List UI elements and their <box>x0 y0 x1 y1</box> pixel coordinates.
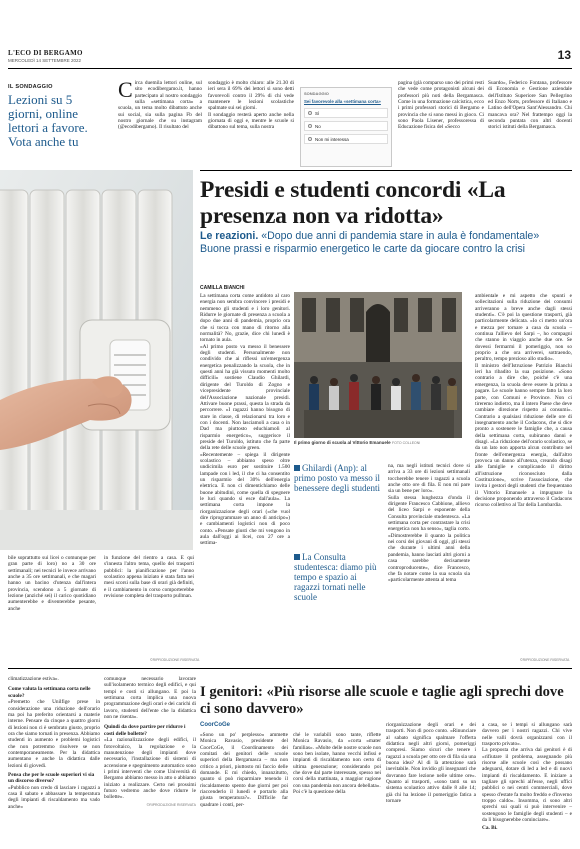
second-column-4 <box>482 722 572 831</box>
second-column-4-text: a casa, se i tempi si allungano sarà davvero per i nostri ragazzi. Chi vive nelle valli dovrà organizzarsi con il trasporto privato». La proposta che arriva dai genitori è di «rifiutare il problema, assegnando più risorse alle scuole così che possano adeguarsi, dotare di led a led e di nuovi impianti di riscaldamento. E iniziare a tagliare gli sprechi all'esse, negli uffici pubblici o nei centri commerciali, dove spesso d'estate fa molto freddo e d'inverno troppo caldo». Insomma, ci sono altri sprechi sui quali si può intervenire – sostengono le famiglie degli studenti – e da lì bisognerebbe cominciare». <box>482 722 572 824</box>
photo-caption <box>294 440 464 445</box>
pull-quote-1-text: Ghilardi (Anp): al primo posto va messo il benessere degli studenti <box>294 463 380 493</box>
square-bullet-icon <box>294 554 300 560</box>
sondaggio-text-3: pagina (già comparso uno dei primi resti che vede come protagonisti alcuni dei professori più noti della Bergamasca. Come in una formazione calcistica, ecco i primi professori storici di Bergamo e provincia che si sono messi in gioco. Ci sono Paola Lisener, professoressa di Educazione fisica del «Secco <box>398 80 484 131</box>
poll-widget <box>300 87 392 167</box>
section-divider <box>8 668 572 669</box>
radio-icon <box>308 137 312 141</box>
qa-answer-2: «Pubblico non credo di lasciare i ragazzi a casa il sabato e abbassare la temperatura degli impianti di riscaldamento ma vado anche» <box>8 784 100 810</box>
qa-column-1 <box>8 676 100 810</box>
masthead-rule <box>8 68 572 69</box>
poll-option-no[interactable] <box>304 121 388 131</box>
qa-answer-1: «Premetto che Unilfige prese in considerazione una riduzione dell'orario ma poi ha preferito orientarsi a materie interne. Pensare da cinque a quattro giorni di lezioni non ci è sembrato giusto, proprio ora che siamo tornati in presenza. Abbiamo studenti in aumento e problemi logistici che non potremmo risolvere se non contemporaneamente. Per la didattica aumentano e anche la didattica dalle lezioni di giovedì. <box>8 699 100 769</box>
masthead-date: MERCOLEDÌ 14 SETTEMBRE 2022 <box>8 58 82 63</box>
caption-text: Il primo giorno di scuola al Vittorio Emanuele <box>294 440 391 445</box>
masthead-name: L'ECO DI BERGAMO <box>8 49 83 57</box>
sondaggio-text-2: sondaggio è molto chiaro: alle 21.30 di ieri sera il 69% dei lettori si sono detti favorevoli contro il 29% di chi vede mantenere le lezioni scolastiche spalmate sui sei giorni. Il sondaggio resterà aperto anche nella giornata di oggi e, mentre le scuole si dibattono sul tema, sulla nostra <box>208 80 294 131</box>
kicker-text: «Dopo due anni di pandemia stare in aula è fondamentale» Buone prassi e risparmio energetico le carte da giocare contro la crisi <box>200 230 540 255</box>
mid-credit: ©RIPRODUZIONE RISERVATA <box>150 658 200 662</box>
second-column-2: ché le variabili sono tante, riflette Monica Ravasio, da «corta «mater familias». «Molte delle nostre scuole non sono ben isolate, hanno vecchi infissi e impianti di riscaldamento non certo di ultima generazione; considerando poi che dove dal parte interessate, spesso nei corsi della mattinata, a maggior ragione con una pandemia non ancora debellata». Poi c'è la questione della <box>293 732 381 796</box>
sondaggio-tag: IL SONDAGGIO <box>8 84 53 90</box>
pull-quote-1 <box>294 463 384 493</box>
radio-icon <box>308 124 312 128</box>
article-kicker <box>200 230 572 256</box>
poll-option-indifferent[interactable] <box>304 134 388 144</box>
left-column-continuation: bile soprattutto sui licei o comunque per gran parte di loro) no a 30 ore settimanali; nei tecnici le invece arrivano anche a 35 ore settimanali, e che magari hanno un bacino d'utenza dall'intera provincia, scendono a 5 giornate di lezione (anziché sei) il carico quotidiano aumenterebbe e diventerebbe pesante, anche <box>8 555 96 612</box>
article-column-3: ambientale e mi aspetto che spunti e sollecitazioni sulla riduzione dei consumi arriveranno a breve anche dagli stessi studenti». C'è poi la questione trasporti, già particolarmente delicata. «Io ci metto un'ora e mezza per tornare a casa da scuola – continua l'allievo del Sarpi –, ho compagni che stanno in viaggio anche due ore. Se dovessi fermarmi il pomeriggio, non so proprio a che ora arriverei, sottraendo, peraltro, tempo prezioso allo studio». Il ministro dell'Istruzione Patrizio Bianchi ieri ha ribadito la sua posizione. «Sono contrario a dire che, poiché c'è una emergenza, la scuola deve essere la prima a pagare. Le scuole hanno sempre fatto la loro parte, con Comuni e Province. Non ci tireremo indietro, ma il intero Paese che deve cambiare direzione rispetto ai consumi». Contrario a qualsiasi riduzione delle ore di insegnamento anche il Codacons, che si dice pronto a sostenere le famiglie che, a causa della settimana corta, subiranno danni e disagi. «La riduzione dell'orario scolastico, se da un lato non apporta alcun contributo nel fronte dell'emergenza energia, dall'altro provoca un danno all'utenza, creando disagi alle famiglie e complicando il diritto all'istruzione riconosciuto dalla Costituzione», scrive l'associazione, che invita i gestori degli studenti che frequentano il Vittorio Emanuele a impugnare la decisione proponendo attraverso il Codacons ricorso collettivo al Tar della Lombardia. <box>475 293 573 509</box>
qa-question-3: Quindi da dove partire per ridurre i costi delle bollette? <box>104 724 186 737</box>
sondaggio-title: Lezioni su 5 giorni, online lettori a favore. Vota anche tu <box>8 92 88 149</box>
poll-option-label: No <box>315 123 321 129</box>
poll-question[interactable]: Sei favorevole alla «settimana corta» <box>304 99 381 104</box>
signature: Ca. Bi. <box>482 824 498 831</box>
dropcap: C <box>118 77 133 102</box>
qa-intro: climatizzazione estiva». <box>8 676 59 682</box>
article-headline: Presidi e studenti concordi «La presenza non va ridotta» <box>200 177 506 229</box>
thermostat-photo <box>0 170 193 550</box>
second-tag: CoorCoGe <box>200 722 230 728</box>
sondaggio-text-1: irca duemila lettori online, sul sito ecodibergamo.it, hanno partecipato al nostro sondaggio sulla «settimana corta» a scuola, un tema molto dibattuto anche sui social, sia sulla pagina Fb del nostro giornale che su instagram (@ecodibergamo). Il risultato del <box>118 80 202 131</box>
poll-header: SONDAGGIO <box>304 91 329 96</box>
article-credit: ©RIPRODUZIONE RISERVATA <box>520 658 570 662</box>
page-number: 13 <box>557 48 571 62</box>
qa-question-2: Pensa che per le scuole superiori vi sia un discorso diverso? <box>8 771 95 785</box>
article-column-2: na, ma negli istituti tecnici dove si arriva a 33 ore di lezioni settimanali toccherebbe tenere i ragazzi a scuola anche otto ore di fila. E non mi pare sia un bene per loro». Sulla stessa lunghezza d'onda il dirigente Francesco Cabbione, allievo del liceo Sarpi e esponente della Consulta provinciale studentesca. «La settimana corta per contrastare la crisi energetica non ha senso», taglia corto. «Dimostrerebbe il quanto la politica nei corsi dei giovani di oggi, gli stessi che durante i ultimi anni della pandemia, hanno lasciati altri giorni a casa sarebbe decisamente controproducente», dice Francesco, che fa notare come la sua scuola sia «particolarmente attenta al tema <box>388 463 470 584</box>
mid-column-continuation: in funzione del rientro a casa. E qui s'innesta l'altro tema, quello dei trasporti pubblici: la pianificazione per l'anno scolastico appena iniziato è stata fatta nei mesi scorsi sulla base di orari già definiti, e il cambiamento in corso comporterebbe revisione completa del trasporto pullman. <box>104 555 194 600</box>
sondaggio-text-4: Suardo», Federico Fontana, professore di Economia e Gestione aziendale dell'Istituto Superiore San Pellegrino ed Enzo Norts, professore di Italiano e Latino dell'Opera Sant'Alessandro. Chi mancava ora? Nel frattempo oggi la seconda puntata con altri docenti storici istituti della Bergamasca. <box>488 80 572 131</box>
qa-mid-text: comunque necessario lavorare sull'isolamento termico degli edifici, e qui tempi e costi si allungano. E poi la settimana corta implica una nuova programmazione degli orari e dei carichi di lavoro, studenti dell'ente che la didattica non ne risenta». <box>104 676 196 721</box>
section-rule <box>200 170 572 171</box>
qa-question-1: Come valuta la settimana corta nelle scuole? <box>8 686 91 699</box>
pull-quote-2-text: La Consulta studentesca: diamo più tempo e spazio ai ragazzi tornati nelle scuole <box>294 552 377 602</box>
second-headline: I genitori: «Più risorse alle scuole e taglie agli sprechi dove ci sono davvero» <box>200 684 564 717</box>
pull-quote-2 <box>294 552 384 602</box>
qa-credit: ©RIPRODUZIONE RISERVATA <box>146 802 196 807</box>
school-photo <box>294 292 462 438</box>
article-author: CAMILLA BIANCHI <box>200 285 245 291</box>
second-column-3: riorganizzazione degli orari e dei trasporti. Non di poco conto. «Rinunciare al sabato significa spalmare l'offerta didattica negli altri giorni, pomeriggi compresi. Siamo sicuri che tenere i ragazzi a scuola per otto ore di fila sia una buona idea? Al di là attenzione sarà inevitabile. Non invidio gli insegnanti che dovranno fare lezione nelle ultime ore». Quanto ai trasporti, «sono tanti su un sistema scolastico attivo dalle 8 alle 14; già chi ha lezione il pomeriggio fatica a tornare <box>386 722 476 805</box>
poll-option-label: Non mi interessa <box>315 136 349 142</box>
square-bullet-icon <box>294 465 300 471</box>
sondaggio-col1 <box>118 77 202 131</box>
poll-option-yes[interactable] <box>304 108 388 118</box>
kicker-label: Le reazioni. <box>200 230 259 242</box>
radio-icon <box>308 111 312 115</box>
poll-option-label: Sì <box>315 110 320 116</box>
qa-answer-3: «La razionalizzazione degli edifici, il fotovoltaico, la regolazione e la manutenzione degli impianti dove necessario, l'installazione di sistemi di accensione e spegnimento automatico sono i primi interventi che come Università di Bergamo abbiamo messo in atto o abbiamo iniziato a realizzare. Certo nei prossimi futuro vedremo anche dove ridurre le bollette». <box>104 737 196 801</box>
caption-credit: FOTO COLLEONI <box>391 441 421 445</box>
qa-column-2 <box>104 676 196 807</box>
second-column-1: «Sono un po' perplesso» ammette Monica Ravasio, presidente del CoorCoGe, il Coordinamento dei comitati dei genitori delle scuole superiori della Bergamasca – ma non critico a priori, piuttosto mi faccio delle domande. E mi chiedo, innanzitutto, quanto si può risparmiare tenendo il riscaldamento spento due giorni per poi riaccenderlo il lunedì e portarlo alla giusta temperatura?». Difficile far quadrare i conti, per- <box>200 732 288 808</box>
article-column-1: La settimana corta come antidoto al caro energia non sembra convincere i presidi e nemmeno gli studenti e i loro genitori. Ridurre le giornate di presenza a scuola a dopo due anni di pandemia, proprio ora che si tocca con mano di ritorno alla normalità? No, grazie, dice chi lunedì è tornato in aula. «Al primo posto va messo il benessere degli studenti. Personalmente non condivido che ai riflessi un'emergenza energetica penalizzando la scuola, che in questi anni ha già vissuto momenti molto difficili» sostiene Claudio Ghilardi, dirigente del Turoldo di Zogno e vicepresidente provinciale dell'Associazione nazionale presidi. Attivare buone prassi, questa la strada da percorrere. «I ragazzi hanno bisogno di stare in classe, di relazionarsi tra loro e con i docenti. Non lasciamoli a casa o in Dad ma piuttosto educhiamoli al risparmio energetico», suggerisce il preside del Turoldo, istituto che fa parte della rete delle scuole green. «Recentemente – spiega il dirigente scolastico – abbiamo speso oltre undicimila euro per sostituire 1.500 lampade con i led, il che ci ha consentito un risparmio del 30% dell'energia elettrica. E non ci dimentichiamo delle buone abitudini, come quella di spegnere le luci quando si esce dall'aula». La settimana corta impone la riorganizzazione degli orari (»che vuol dire riprogrammare un anno di anticipo») e cambiamenti logistici non di poco conto. «Pensate giusti che mi vengono in aula dall'oggi ai licei, con 27 ore a settima- <box>200 293 290 547</box>
